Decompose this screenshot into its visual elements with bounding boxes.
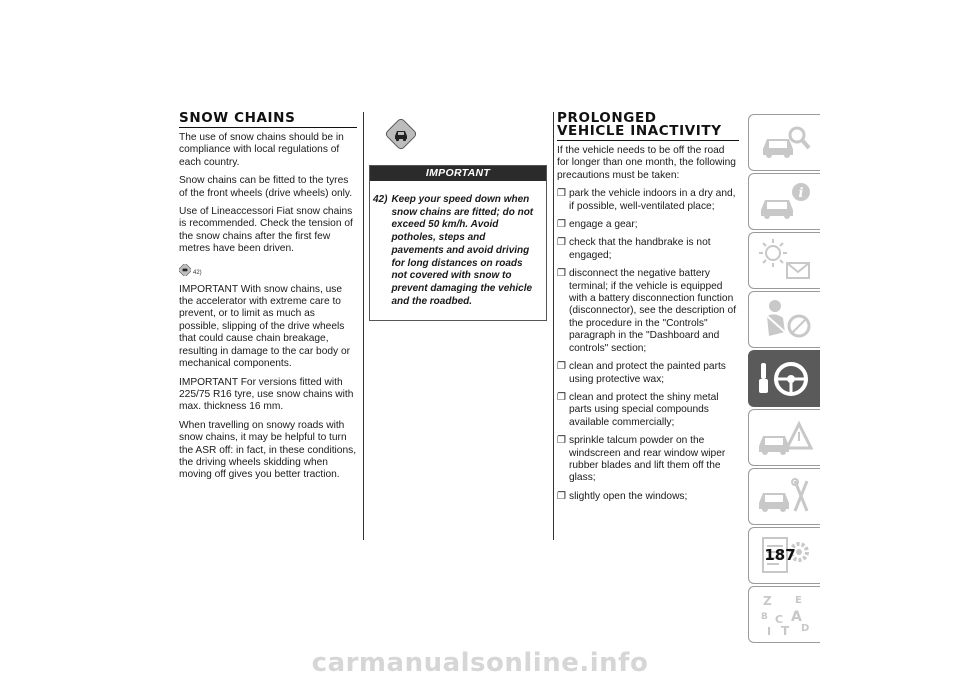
- checkbox-icon: ❐: [557, 490, 566, 502]
- index-letter: E: [794, 594, 802, 606]
- car-warning-icon: [385, 118, 417, 150]
- paragraph: The use of snow chains should be in compliance with local regulations of each country.: [179, 132, 344, 168]
- tab-starting-driving[interactable]: [748, 350, 820, 407]
- watermark: carmanualsonline.info: [311, 648, 649, 678]
- reference-number: 42): [193, 269, 202, 276]
- list-item-text: sprinkle talcum powder on the windscreen and rear window wiper rubber blades and lift them off the glass;: [569, 435, 726, 484]
- column-divider: [553, 112, 554, 540]
- heading-line: PROLONGED: [557, 110, 657, 126]
- list-item-text: clean and protect the shiny metal parts using special compounds available commercially;: [569, 391, 719, 428]
- safety-seat-icon: [755, 296, 815, 344]
- car-search-icon: [755, 119, 815, 167]
- index-letter: D: [800, 622, 809, 634]
- list-item-text: slightly open the windows;: [569, 490, 688, 502]
- prolonged-inactivity-column: [557, 112, 739, 509]
- item-text: Keep your speed down when snow chains are fitted; do not exceed 50 km/h. Avoid potholes, steps and pavements and avoid driving for long distances on roads not covered with snow to prevent damaging the vehicle and the roadbed.: [391, 194, 534, 307]
- index-letter: Z: [762, 593, 772, 608]
- index-letter: C: [774, 612, 783, 626]
- item-number: 42): [373, 194, 388, 205]
- checkbox-icon: ❐: [557, 237, 566, 249]
- paragraph: IMPORTANT For versions fitted with 225/75 R16 tyre, use snow chains with max. thickness 16 mm.: [179, 376, 354, 413]
- car-warning-icon: [179, 264, 191, 276]
- warning-reference: [179, 262, 357, 276]
- list-item: [557, 491, 739, 503]
- paragraph: IMPORTANT With snow chains, use the accelerator with extreme care to prevent, or to limit as much as possible, slipping of the drive wheels that could cause chain breakage, resulting in damage to the car body or mechanical components.: [179, 283, 351, 370]
- precautions-list: [557, 188, 739, 503]
- index-letter: A: [790, 608, 802, 625]
- tab-car-search[interactable]: [748, 114, 820, 171]
- list-item-text: disconnect the negative battery terminal; if the vehicle is equipped with a battery disconnection function (disconnector), see the description of the procedure in the "Controls" paragraph in the "Dashboard and controls" section;: [569, 268, 737, 354]
- alphabet-index-icon: [755, 591, 815, 639]
- snow-chains-heading: SNOW CHAINS: [179, 112, 357, 128]
- index-letter: I: [766, 624, 771, 638]
- list-item-text: engage a gear;: [569, 219, 638, 231]
- important-item: [373, 194, 540, 308]
- list-item: [557, 237, 739, 262]
- car-tools-icon: [755, 473, 815, 521]
- list-item: [557, 268, 739, 355]
- car-info-icon: [755, 178, 815, 226]
- checkbox-icon: ❐: [557, 361, 566, 373]
- prolonged-inactivity-heading: [557, 112, 739, 141]
- list-item: [557, 188, 739, 213]
- important-header: IMPORTANT: [370, 166, 546, 181]
- car-warning-triangle-icon: [755, 414, 815, 462]
- list-item: [557, 435, 739, 485]
- tab-servicing[interactable]: [748, 468, 820, 525]
- paragraph: Snow chains can be fitted to the tyres of the front wheels (drive wheels) only.: [179, 175, 353, 199]
- snow-chains-column: [179, 112, 357, 488]
- checkbox-icon: ❐: [557, 219, 566, 231]
- intro-paragraph: If the vehicle needs to be off the road for longer than one month, the following precautions must be taken:: [557, 145, 736, 181]
- tab-safety[interactable]: [748, 291, 820, 348]
- page-number: 187: [764, 546, 796, 564]
- important-box: [369, 165, 547, 321]
- index-letter: B: [760, 611, 768, 622]
- svg-text:i: i: [798, 185, 803, 201]
- tab-index[interactable]: [748, 586, 820, 643]
- heading-line: VEHICLE INACTIVITY: [557, 123, 722, 139]
- checkbox-icon: ❐: [557, 188, 566, 200]
- list-item: [557, 361, 739, 386]
- warning-lights-icon: [755, 237, 815, 285]
- paragraph: When travelling on snowy roads with snow chains, it may be helpful to turn the ASR off: in fact, in these conditions, the driving wheels skidding when moving off gives you better traction.: [179, 419, 357, 481]
- checkbox-icon: ❐: [557, 391, 566, 403]
- list-item: [557, 219, 739, 231]
- key-steering-wheel-icon: [755, 355, 815, 403]
- important-column: [369, 112, 547, 321]
- list-item-text: check that the handbrake is not engaged;: [569, 237, 711, 261]
- list-item-text: park the vehicle indoors in a dry and, if possible, well-ventilated place;: [569, 188, 736, 212]
- column-divider: [363, 112, 364, 540]
- tab-car-info[interactable]: [748, 173, 820, 230]
- tab-emergency[interactable]: [748, 409, 820, 466]
- section-tabs: [748, 114, 820, 645]
- list-item-text: clean and protect the painted parts using protective wax;: [569, 361, 726, 385]
- checkbox-icon: ❐: [557, 268, 566, 280]
- index-letter: T: [780, 623, 789, 638]
- checkbox-icon: ❐: [557, 435, 566, 447]
- paragraph: Use of Lineaccessori Fiat snow chains is recommended. Check the tension of the snow chains after the first few metres have been driven.: [179, 206, 353, 255]
- tab-warning-lights[interactable]: [748, 232, 820, 289]
- list-item: [557, 392, 739, 429]
- svg-text:Z E B: [761, 591, 809, 639]
